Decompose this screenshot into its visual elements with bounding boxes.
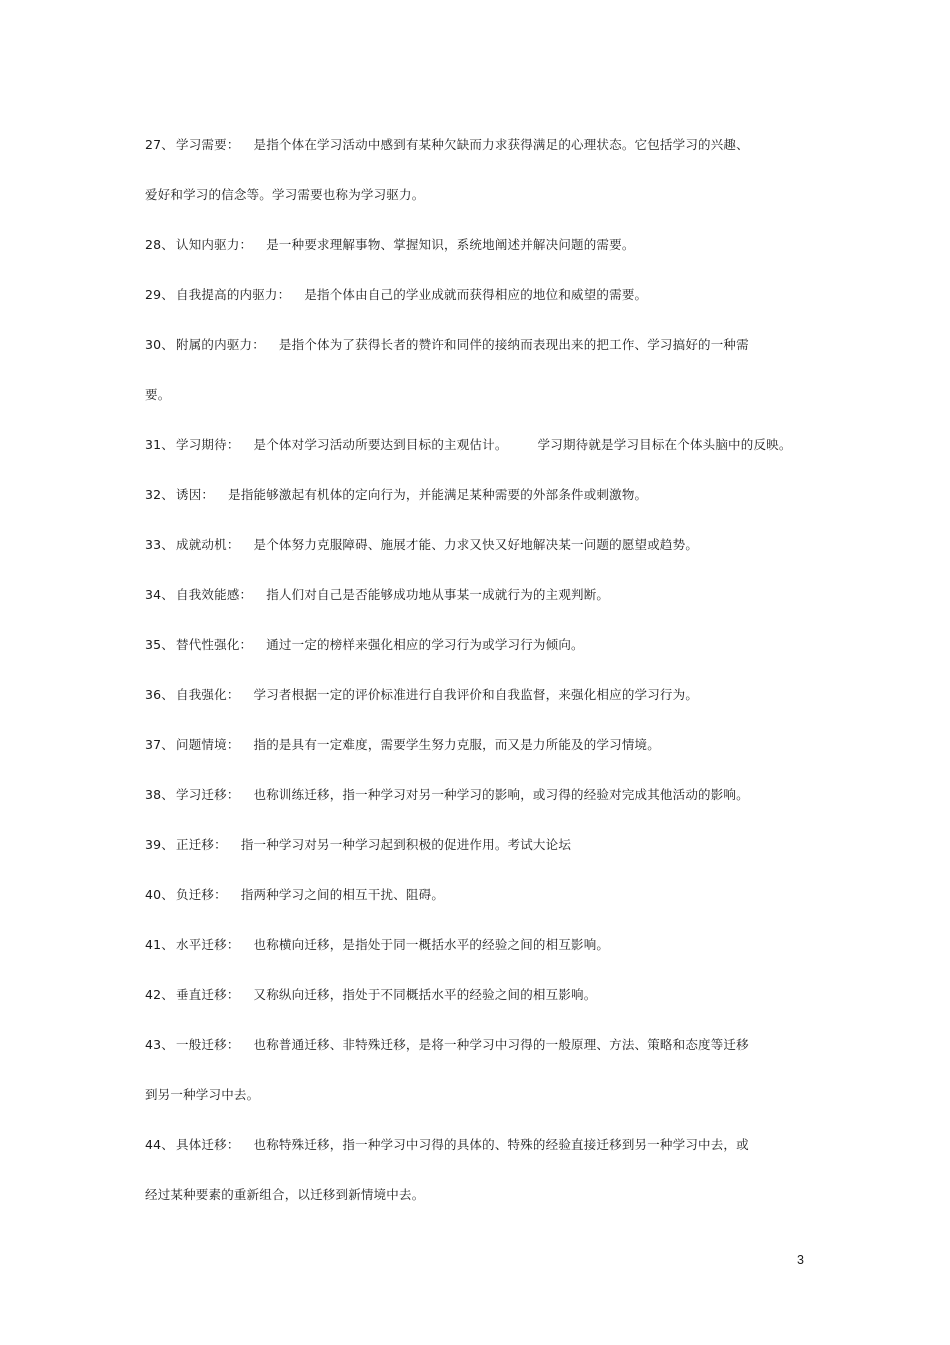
page-number: 3 — [797, 1253, 804, 1267]
entry-definition-continued: 爱好和学习的信念等。学习需要也称为学习驱力。 — [145, 187, 425, 202]
entry-term: 学习迁移： — [176, 787, 240, 802]
entry-definition: 也称训练迁移，指一种学习对另一种学习的影响，或习得的经验对完成其他活动的影响。 — [253, 787, 749, 802]
entry-definition: 是个体对学习活动所要达到目标的主观估计。 — [253, 437, 508, 452]
entry-term: 自我效能感： — [176, 587, 253, 602]
entry-number: 44、 — [145, 1137, 175, 1152]
entry-term: 附属的内驱力： — [176, 337, 265, 352]
entry-term: 自我提高的内驱力： — [176, 287, 291, 302]
entry-definition: 又称纵向迁移，指处于不同概括水平的经验之间的相互影响。 — [253, 987, 597, 1002]
entry-35 — [145, 632, 805, 657]
entry-number: 39、 — [145, 837, 175, 852]
entry-definition: 是指个体为了获得长者的赞许和同伴的接纳而表现出来的把工作、学习搞好的一种需 — [278, 337, 749, 352]
entry-definition-continued: 到另一种学习中去。 — [145, 1087, 260, 1102]
entry-term: 一般迁移： — [176, 1037, 240, 1052]
entry-term: 负迁移： — [176, 887, 227, 902]
entry-definition: 通过一定的榜样来强化相应的学习行为或学习行为倾向。 — [266, 637, 584, 652]
entry-definition-second: 学习期待就是学习目标在个体头脑中的反映。 — [537, 437, 792, 452]
entry-number: 29、 — [145, 287, 175, 302]
entry-definition-continued: 要。 — [145, 387, 171, 402]
entry-number: 41、 — [145, 937, 175, 952]
entry-number: 43、 — [145, 1037, 175, 1052]
entry-39 — [145, 832, 805, 857]
entry-definition: 是一种要求理解事物、掌握知识，系统地阐述并解决问题的需要。 — [266, 237, 635, 252]
entry-term: 成就动机： — [176, 537, 240, 552]
entry-term: 垂直迁移： — [176, 987, 240, 1002]
entry-definition: 也称横向迁移，是指处于同一概括水平的经验之间的相互影响。 — [253, 937, 610, 952]
entry-44 — [145, 1132, 805, 1157]
entry-definition: 是指个体由自己的学业成就而获得相应的地位和威望的需要。 — [304, 287, 648, 302]
glossary-list — [145, 132, 805, 1232]
entry-28 — [145, 232, 805, 257]
entry-term: 认知内驱力： — [176, 237, 253, 252]
entry-definition: 也称普通迁移、非特殊迁移，是将一种学习中习得的一般原理、方法、策略和态度等迁移 — [253, 1037, 749, 1052]
entry-term: 自我强化： — [176, 687, 240, 702]
entry-term: 问题情境： — [176, 737, 240, 752]
entry-number: 28、 — [145, 237, 175, 252]
entry-term: 正迁移： — [176, 837, 227, 852]
entry-37 — [145, 732, 805, 757]
entry-32 — [145, 482, 805, 507]
entry-term: 学习需要： — [176, 137, 240, 152]
entry-definition: 指一种学习对另一种学习起到积极的促进作用。考试大论坛 — [240, 837, 572, 852]
entry-43-continuation — [145, 1082, 805, 1107]
entry-33 — [145, 532, 805, 557]
entry-definition-continued: 经过某种要素的重新组合，以迁移到新情境中去。 — [145, 1187, 425, 1202]
entry-number: 37、 — [145, 737, 175, 752]
entry-number: 31、 — [145, 437, 175, 452]
entry-number: 30、 — [145, 337, 175, 352]
entry-number: 35、 — [145, 637, 175, 652]
entry-definition: 也称特殊迁移，指一种学习中习得的具体的、特殊的经验直接迁移到另一种学习中去，或 — [253, 1137, 749, 1152]
entry-term: 水平迁移： — [176, 937, 240, 952]
entry-30 — [145, 332, 805, 357]
entry-30-continuation — [145, 382, 805, 407]
entry-term: 具体迁移： — [176, 1137, 240, 1152]
entry-term: 诱因： — [176, 487, 215, 502]
entry-number: 33、 — [145, 537, 175, 552]
entry-number: 27、 — [145, 137, 175, 152]
entry-number: 42、 — [145, 987, 175, 1002]
entry-number: 32、 — [145, 487, 175, 502]
entry-41 — [145, 932, 805, 957]
entry-definition: 是指能够激起有机体的定向行为，并能满足某种需要的外部条件或刺激物。 — [228, 487, 648, 502]
entry-definition: 指两种学习之间的相互干扰、阻碍。 — [240, 887, 445, 902]
entry-40 — [145, 882, 805, 907]
entry-definition: 学习者根据一定的评价标准进行自我评价和自我监督，来强化相应的学习行为。 — [253, 687, 699, 702]
entry-number: 40、 — [145, 887, 175, 902]
entry-definition: 是指个体在学习活动中感到有某种欠缺而力求获得满足的心理状态。它包括学习的兴趣、 — [253, 137, 749, 152]
entry-number: 36、 — [145, 687, 175, 702]
entry-number: 38、 — [145, 787, 175, 802]
entry-29 — [145, 282, 805, 307]
entry-definition: 指人们对自己是否能够成功地从事某一成就行为的主观判断。 — [266, 587, 610, 602]
entry-44-continuation — [145, 1182, 805, 1207]
entry-definition: 指的是具有一定难度，需要学生努力克服，而又是力所能及的学习情境。 — [253, 737, 660, 752]
entry-36 — [145, 682, 805, 707]
entry-34 — [145, 582, 805, 607]
entry-27 — [145, 132, 805, 157]
entry-31 — [145, 432, 805, 457]
entry-definition: 是个体努力克服障碍、施展才能、力求又快又好地解决某一问题的愿望或趋势。 — [253, 537, 699, 552]
entry-42 — [145, 982, 805, 1007]
entry-number: 34、 — [145, 587, 175, 602]
entry-38 — [145, 782, 805, 807]
entry-term: 学习期待： — [176, 437, 240, 452]
entry-43 — [145, 1032, 805, 1057]
entry-term: 替代性强化： — [176, 637, 253, 652]
entry-27-continuation — [145, 182, 805, 207]
